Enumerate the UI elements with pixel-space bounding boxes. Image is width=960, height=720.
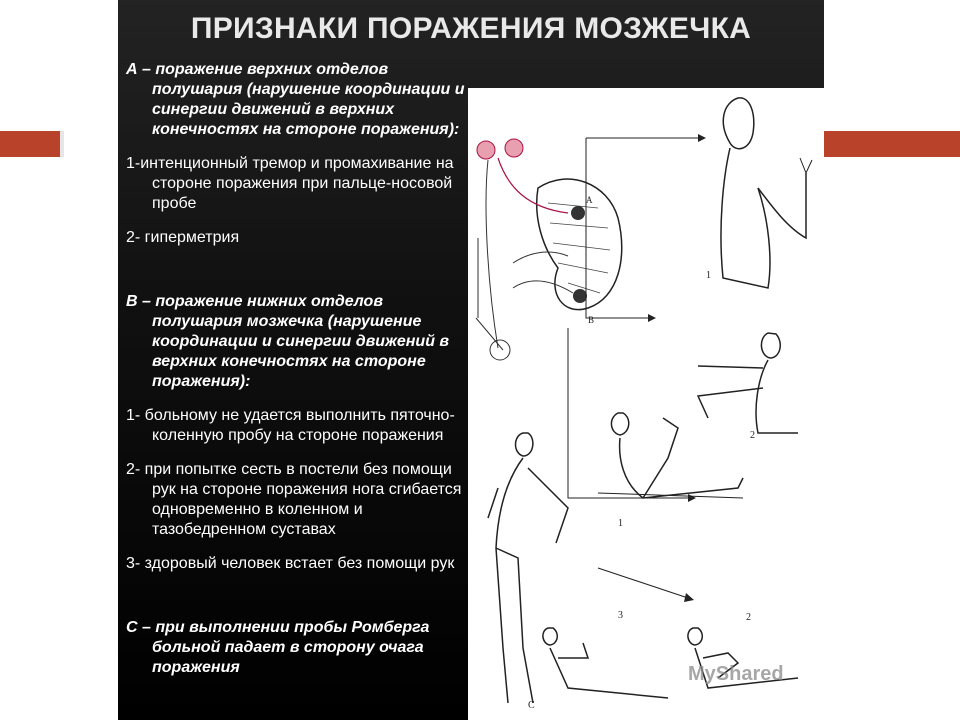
figure-head-reclining-2 bbox=[688, 628, 702, 645]
cerebellum-illustration bbox=[468, 88, 824, 720]
accent-divider bbox=[60, 131, 64, 157]
red-nucleus-right bbox=[505, 139, 523, 157]
text-column bbox=[126, 60, 466, 692]
section-c-heading: С – при выполнении пробы Ромберга больной падает в сторону очага поражения bbox=[126, 619, 430, 676]
label-2-mid: 2 bbox=[750, 430, 755, 441]
label-b: В bbox=[588, 315, 595, 325]
label-c: С bbox=[528, 700, 535, 711]
label-1-mid: 1 bbox=[618, 518, 623, 529]
spacer bbox=[126, 588, 466, 618]
slide-title: ПРИЗНАКИ ПОРАЖЕНИЯ МОЗЖЕЧКА bbox=[190, 12, 752, 45]
section-a-item-2: 2- гиперметрия bbox=[126, 229, 240, 246]
section-a-item-1: 1-интенционный тремор и промахивание на стороне поражения при пальце-носовой пробе bbox=[126, 155, 454, 212]
label-3: 3 bbox=[618, 610, 623, 621]
figure-head-romberg bbox=[516, 433, 533, 456]
label-a: А bbox=[586, 195, 593, 205]
spacer bbox=[126, 262, 466, 292]
accent-bar-right bbox=[823, 131, 960, 157]
section-b-item-1: 1- больному не удается выполнить пяточно-коленную пробу на стороне поражения bbox=[126, 407, 455, 444]
illustration-panel bbox=[468, 88, 824, 720]
accent-bar-left bbox=[0, 131, 60, 157]
section-b-item-3: 3- здоровый человек встает без помощи рук bbox=[126, 555, 455, 572]
section-b-heading: В – поражение нижних отделов полушария мозжечка (нарушение координации и синергии движений в верхних конечностях на стороне поражения): bbox=[126, 293, 450, 390]
section-a-heading: А – поражение верхних отделов полушария (нарушение координации и синергии движений в верхних конечностях на стороне поражения): bbox=[126, 61, 465, 138]
figure-head-reclining-1 bbox=[543, 628, 557, 645]
spinal-cord-section bbox=[490, 340, 510, 360]
figure-head-outstretched bbox=[761, 333, 780, 358]
lesion-b bbox=[573, 289, 587, 303]
red-nucleus-left bbox=[477, 141, 495, 159]
label-2-bottom: 2 bbox=[746, 612, 751, 623]
lesion-a bbox=[571, 206, 585, 220]
figure-head-a bbox=[723, 98, 753, 149]
watermark-logo: MyShared bbox=[688, 663, 784, 685]
section-b-item-2: 2- при попытке сесть в постели без помощи рук на стороне поражения нога сгибается одновременно в коленном и тазобедренном суставах bbox=[126, 461, 462, 538]
figure-head-heel-knee bbox=[611, 413, 628, 435]
label-1-top: 1 bbox=[706, 270, 711, 281]
